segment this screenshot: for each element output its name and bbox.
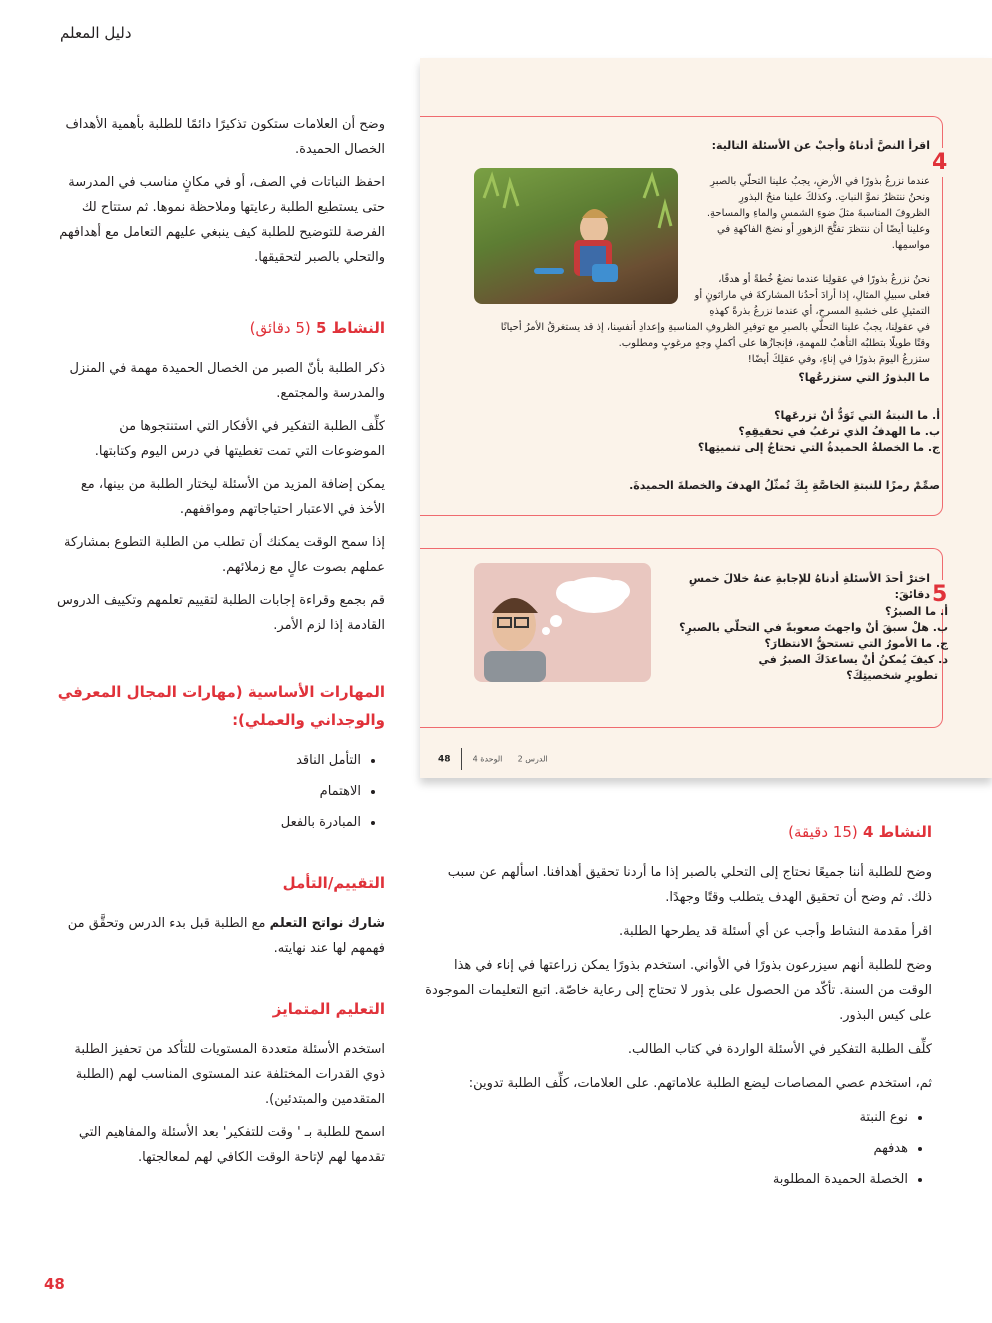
activity4-heading <box>420 818 932 846</box>
section4-paragraph2: نحنُ نزرعُ بذورًا في عقولِنا عندما نضعُ خُطةً أو هدفًا، فعلى سبيلِ المثالِ، إذا أرادَ أحدُنا المشاركةَ في ماراثونٍ أو التمثيلِ على خشبةِ المسرحِ، أي عندما نزرعُ بذرةً كهذهِ في عقولِنا، يجبُ علينا التحلّي بالصبرِ مع توفيرِ الظروفِ المناسبةِ وإعدادِ أنفسِنا، إذ قد يستغرقُ الأمرُ أحيانًا وقتًا طويلًا بتطلبُه التأهبُ للمهمةِ، فإنجازُها على أكملِ وجهٍ مرغوبٍ ومطلوب. ستزرعُ اليومَ بذورًا في إناءٍ، وفي عقلِكَ أيضًا! <box>500 274 930 365</box>
book-unit-label: الوحدة 4 <box>472 754 503 764</box>
activity5-paragraph: قم بجمع وقراءة إجابات الطلبة لتقييم تعلمهم وتكييف الدروس القادمة إذا لزم الأمر. <box>57 593 385 633</box>
section5-questions: أ. ما الصبرُ؟ ب. هلْ سبقَ أنْ واجهتَ صعوبةً في التحلّي بالصبرِ؟ ج. ما الأمورُ التي تستحقُّ الانتظارَ؟ د. كيفَ يُمكنُ أنْ يساعدَكَ الصبرُ في تطويرِ شخصيتِكَ؟ <box>679 605 948 682</box>
assessment-bold: شارك نواتج التعلم <box>269 916 385 931</box>
list-item: • الخصلة الحميدة المطلوبة <box>420 1167 908 1192</box>
activity4-duration: (15 دقيقة) <box>788 823 858 841</box>
thinking-boy-illustration <box>474 563 651 682</box>
section5-heading: اخترْ أحدَ الأسئلةِ أدناهُ للإجابةِ عنهُ خلالَ خمسِ دقائقَ: <box>688 572 930 601</box>
section5-number: 5 <box>932 582 948 607</box>
page-header-title: دليل المعلم <box>60 24 132 42</box>
assessment-title: التقييم/التأمل <box>282 874 385 892</box>
core-skills-list <box>55 748 385 835</box>
differentiation-paragraph: استخدم الأسئلة متعددة المستويات للتأكد من تحفيز الطلبة ذوي القدرات المختلفة عند المستوى المناسب لهم (الطلبة المتقدمين والمبتدئين). <box>74 1042 385 1107</box>
list-item: • نوع النبتة <box>420 1105 908 1130</box>
intro-paragraph: احفظ النباتات في الصف، أو في مكانٍ مناسب في المدرسة حتى يستطيع الطلبة رعايتها وملاحظة نموها. ثم ستتاح لك الفرصة للتوضيح للطلبة كيف ينبغي عليهم التعامل مع أهدافهم والتحلي بالصبر لتحقيقها. <box>59 175 385 265</box>
activity4-paragraph: كلِّف الطلبة التفكير في الأسئلة الواردة في كتاب الطالب. <box>627 1042 932 1057</box>
left-column <box>55 112 385 1178</box>
activity4-paragraph: اقرأ مقدمة النشاط وأجب عن أي أسئلة قد يطرحها الطلبة. <box>618 924 932 939</box>
section4-main-question: ما البذورُ التي ستزرعُها؟ <box>798 371 930 384</box>
differentiation-title: التعليم المتمايز <box>272 1000 385 1018</box>
activity5-paragraph: إذا سمح الوقت يمكنك أن تطلب من الطلبة التطوع بمشاركة عملهم بصوت عالٍ مع زملائهم. <box>63 535 385 575</box>
right-column <box>420 818 932 1200</box>
assessment-text: مع الطلبة قبل بدء الدرس وتحقَّق من فهمهم لها عند نهايته. <box>67 916 385 956</box>
section4-task: صمِّمْ رمزًا للنبتةِ الخاصَّةِ بِكَ تُمثّلُ الهدفَ والخصلةَ الحميدةَ. <box>629 479 940 492</box>
book-page-number: 48 <box>438 754 451 765</box>
book-footer <box>438 748 548 770</box>
section4-paragraph1: عندما نزرعُ بذورًا في الأرضِ، يجبُ علينا التحلّي بالصبرِ ونحنُ ننتظرُ نموَّ النباتِ. وكذلكَ علينا منحُ البذورِ الظروفَ المناسبةَ مثلَ ضوءِ الشمسِ والماءِ والمساحةِ. وعلينا أيضًا أن ننتظرَ تفتُّحَ الزهورِ أو نضجَ الفاكهةِ في مواسمِها. <box>706 176 930 251</box>
activity5-paragraph: يمكن إضافة المزيد من الأسئلة ليختار الطلبة من بينها، مع الأخذ في الاعتبار احتياجاتهم ومواقفهم. <box>80 477 385 517</box>
activity4-paragraph: وضح للطلبة أنهم سيزرعون بذورًا في الأواني. استخدم بذورًا يمكن زراعتها في إناء في هذا الوقت من السنة. تأكّد من الحصول على بذور لا تحتاج إلى رعاية خاصّة. اتبع التعليمات الموجودة على كيس البذور. <box>425 958 932 1023</box>
core-skills-title: المهارات الأساسية (مهارات المجال المعرفي والوجداني والعملي): <box>57 683 385 729</box>
activity5-heading <box>55 314 385 342</box>
section4-heading: اقرأ النصَّ أدناهُ وأجبْ عن الأسئلة التالية: <box>711 139 930 152</box>
activity4-bullets <box>420 1105 932 1192</box>
activity5-title: النشاط 5 <box>315 319 385 337</box>
intro-paragraph: وضح أن العلامات ستكون تذكيرًا دائمًا للطلبة بأهمية الأهداف الخصال الحميدة. <box>65 117 385 157</box>
activity4-paragraph: وضح للطلبة أننا جميعًا نحتاج إلى التحلي بالصبر إذا ما أردنا تحقيق أهدافنا. اسألهم عن سبب ذلك. ثم وضح أن تحقيق الهدف يتطلب وقتًا وجهدًا. <box>447 865 932 905</box>
list-item: • الاهتمام <box>55 779 361 804</box>
activity4-title: النشاط 4 <box>862 823 932 841</box>
section4-number: 4 <box>932 150 948 175</box>
thinking-boy-photo <box>474 563 651 682</box>
activity4-paragraph: ثم، استخدم عصي المصاصات ليضع الطلبة علاماتهم. على العلامات، كلِّف الطلبة تدوين: <box>468 1076 932 1091</box>
assessment-paragraph <box>55 911 385 961</box>
activity5-duration: (5 دقائق) <box>249 319 311 337</box>
student-book-page <box>420 58 992 778</box>
activity5-paragraph: ذكر الطلبة بأنّ الصبر من الخصال الحميدة مهمة في المنزل والمدرسة والمجتمع. <box>69 361 385 401</box>
section4-questions: أ. ما النبتةُ التي تَوَدُّ أنْ تزرعَها؟ ب. ما الهدفُ الذي ترغبُ في تحقيقِهِ؟ ج. ما الخصلةُ الحميدةُ التي تحتاجُ إلى تنميتِها؟ <box>697 409 940 454</box>
list-item: • هدفهم <box>420 1136 908 1161</box>
activity5-paragraph: كلِّف الطلبة التفكير في الأفكار التي استنتجوها من الموضوعات التي تمت تغطيتها في درس اليوم وكتابتها. <box>94 419 385 459</box>
list-item: • التأمل الناقد <box>55 748 361 773</box>
differentiation-paragraph: اسمح للطلبة بـ ' وقت للتفكير' بعد الأسئلة والمفاهيم التي تقدمها لهم لإتاحة الوقت الكافي لهم لمعالجتها. <box>78 1125 385 1165</box>
page-number: 48 <box>44 1275 65 1293</box>
list-item: • المبادرة بالفعل <box>55 810 361 835</box>
book-lesson-label: الدرس 2 <box>517 754 548 764</box>
